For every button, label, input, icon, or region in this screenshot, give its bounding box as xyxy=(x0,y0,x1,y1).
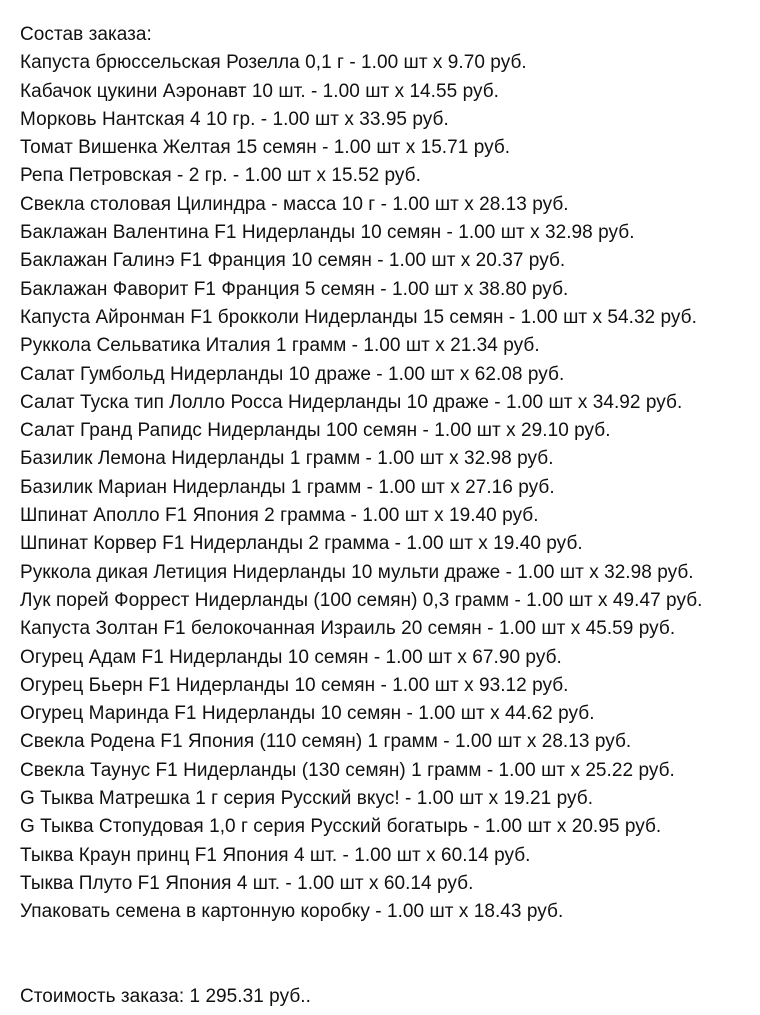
order-item: Базилик Лемона Нидерланды 1 грамм - 1.00 шт x 32.98 руб. xyxy=(20,448,554,470)
order-item: Свекла Родена F1 Япония (110 семян) 1 грамм - 1.00 шт x 28.13 руб. xyxy=(20,731,632,753)
order-item: Руккола Сельватика Италия 1 грамм - 1.00 шт x 21.34 руб. xyxy=(20,335,540,357)
order-item: Капуста брюссельская Розелла 0,1 г - 1.00 шт x 9.70 руб. xyxy=(20,52,527,74)
order-item: Упаковать семена в картонную коробку - 1.00 шт x 18.43 руб. xyxy=(20,901,564,923)
order-item: Репа Петровская - 2 гр. - 1.00 шт x 15.52 руб. xyxy=(20,165,421,187)
order-item: Баклажан Фаворит F1 Франция 5 семян - 1.00 шт x 38.80 руб. xyxy=(20,278,569,300)
order-item: Кабачок цукини Аэронавт 10 шт. - 1.00 шт x 14.55 руб. xyxy=(20,80,499,102)
order-title: Состав заказа: xyxy=(20,24,152,45)
order-item: Морковь Нантская 4 10 гр. - 1.00 шт x 33.95 руб. xyxy=(20,108,449,130)
order-item: Руккола дикая Летиция Нидерланды 10 мульти драже - 1.00 шт x 32.98 руб. xyxy=(20,561,694,583)
order-item: Свекла столовая Цилиндра - масса 10 г - 1.00 шт x 28.13 руб. xyxy=(20,193,569,215)
order-item: Салат Гранд Рапидс Нидерланды 100 семян - 1.00 шт x 29.10 руб. xyxy=(20,420,611,442)
order-items-list xyxy=(20,49,760,926)
order-item: G Тыква Стопудовая 1,0 г серия Русский богатырь - 1.00 шт x 20.95 руб. xyxy=(20,816,662,838)
order-total: Стоимость заказа: 1 295.31 руб.. xyxy=(20,986,311,1007)
order-item: Огурец Маринда F1 Нидерланды 10 семян - 1.00 шт x 44.62 руб. xyxy=(20,703,595,725)
order-item: Огурец Бьерн F1 Нидерланды 10 семян - 1.00 шт x 93.12 руб. xyxy=(20,674,569,696)
order-item: Свекла Таунус F1 Нидерланды (130 семян) 1 грамм - 1.00 шт x 25.22 руб. xyxy=(20,759,675,781)
order-item: Салат Туска тип Лолло Росса Нидерланды 10 драже - 1.00 шт x 34.92 руб. xyxy=(20,391,683,413)
order-item: Огурец Адам F1 Нидерланды 10 семян - 1.00 шт x 67.90 руб. xyxy=(20,646,562,668)
order-item: G Тыква Матрешка 1 г серия Русский вкус! - 1.00 шт x 19.21 руб. xyxy=(20,788,594,810)
order-item: Базилик Мариан Нидерланды 1 грамм - 1.00 шт x 27.16 руб. xyxy=(20,476,555,498)
order-item: Шпинат Аполло F1 Япония 2 грамма - 1.00 шт x 19.40 руб. xyxy=(20,505,539,527)
order-item: Капуста Айронман F1 брокколи Нидерланды 15 семян - 1.00 шт x 54.32 руб. xyxy=(20,306,697,328)
order-item: Баклажан Валентина F1 Нидерланды 10 семян - 1.00 шт x 32.98 руб. xyxy=(20,222,635,244)
order-item: Тыква Плуто F1 Япония 4 шт. - 1.00 шт x 60.14 руб. xyxy=(20,872,474,894)
order-item: Капуста Золтан F1 белокочанная Израиль 20 семян - 1.00 шт x 45.59 руб. xyxy=(20,618,676,640)
order-item: Тыква Краун принц F1 Япония 4 шт. - 1.00 шт x 60.14 руб. xyxy=(20,844,531,866)
order-item: Шпинат Корвер F1 Нидерланды 2 грамма - 1.00 шт x 19.40 руб. xyxy=(20,533,583,555)
order-item: Баклажан Галинэ F1 Франция 10 семян - 1.00 шт x 20.37 руб. xyxy=(20,250,566,272)
order-item: Лук порей Форрест Нидерланды (100 семян) 0,3 грамм - 1.00 шт x 49.47 руб. xyxy=(20,589,703,611)
order-item: Томат Вишенка Желтая 15 семян - 1.00 шт x 15.71 руб. xyxy=(20,137,511,159)
order-item: Салат Гумбольд Нидерланды 10 драже - 1.00 шт x 62.08 руб. xyxy=(20,363,565,385)
